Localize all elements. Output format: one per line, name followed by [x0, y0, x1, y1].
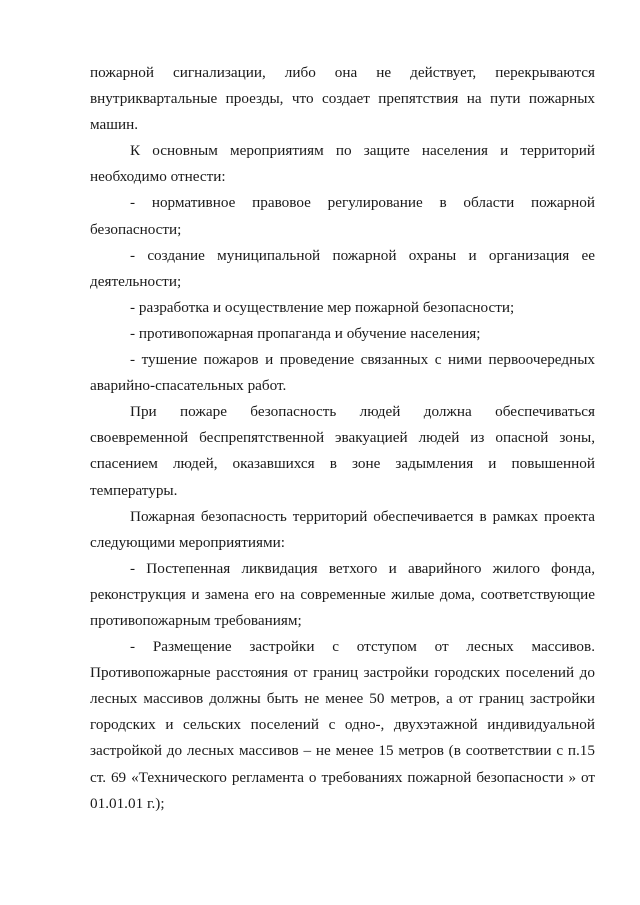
paragraph-territory-safety: Пожарная безопасность территорий обеспечивается в рамках проекта следующими мероприятиями: — [90, 507, 595, 551]
document-body — [90, 60, 595, 817]
paragraph-evacuation: При пожаре безопасность людей должна обеспечиваться своевременной беспрепятственной эвакуацией людей из опасной зоны, спасением людей, оказавшихся в зоне задымления и повышенной температуры. — [90, 403, 595, 499]
paragraph-continuation: пожарной сигнализации, либо она не действует, перекрываются внутриквартальные проезды, что создает препятствия на пути пожарных машин. — [90, 64, 595, 134]
list-item-fire-protection: - создание муниципальной пожарной охраны и организация ее деятельности; — [90, 246, 595, 290]
paragraph-main-measures: К основным мероприятиям по защите населения и территорий необходимо отнести: — [90, 142, 595, 186]
list-item-regulation: - нормативное правовое регулирование в области пожарной безопасности; — [90, 194, 595, 238]
list-item-forest-distance: - Размещение застройки с отступом от лесных массивов. Противопожарные расстояния от границ застройки городских поселений до лесных массивов должны быть не менее 50 метров, а от границ застройки городских и сельских поселений с одно-, двухэтажной индивидуальной застройкой до лесных массивов – не менее 15 метров (в соответствии с п.15 ст. 69 «Технического регламента о требованиях пожарной безопасности » от 01.01.01 г.); — [90, 638, 595, 812]
list-item-safety-measures: - разработка и осуществление мер пожарной безопасности; — [130, 298, 515, 316]
list-item-housing: - Постепенная ликвидация ветхого и аварийного жилого фонда, реконструкция и замена его на современные жилые дома, соответствующие противопожарным требованиям; — [90, 559, 595, 629]
list-item-propaganda: - противопожарная пропаганда и обучение населения; — [130, 324, 481, 342]
list-item-firefighting: - тушение пожаров и проведение связанных с ними первоочередных аварийно-спасательных работ. — [90, 351, 595, 395]
